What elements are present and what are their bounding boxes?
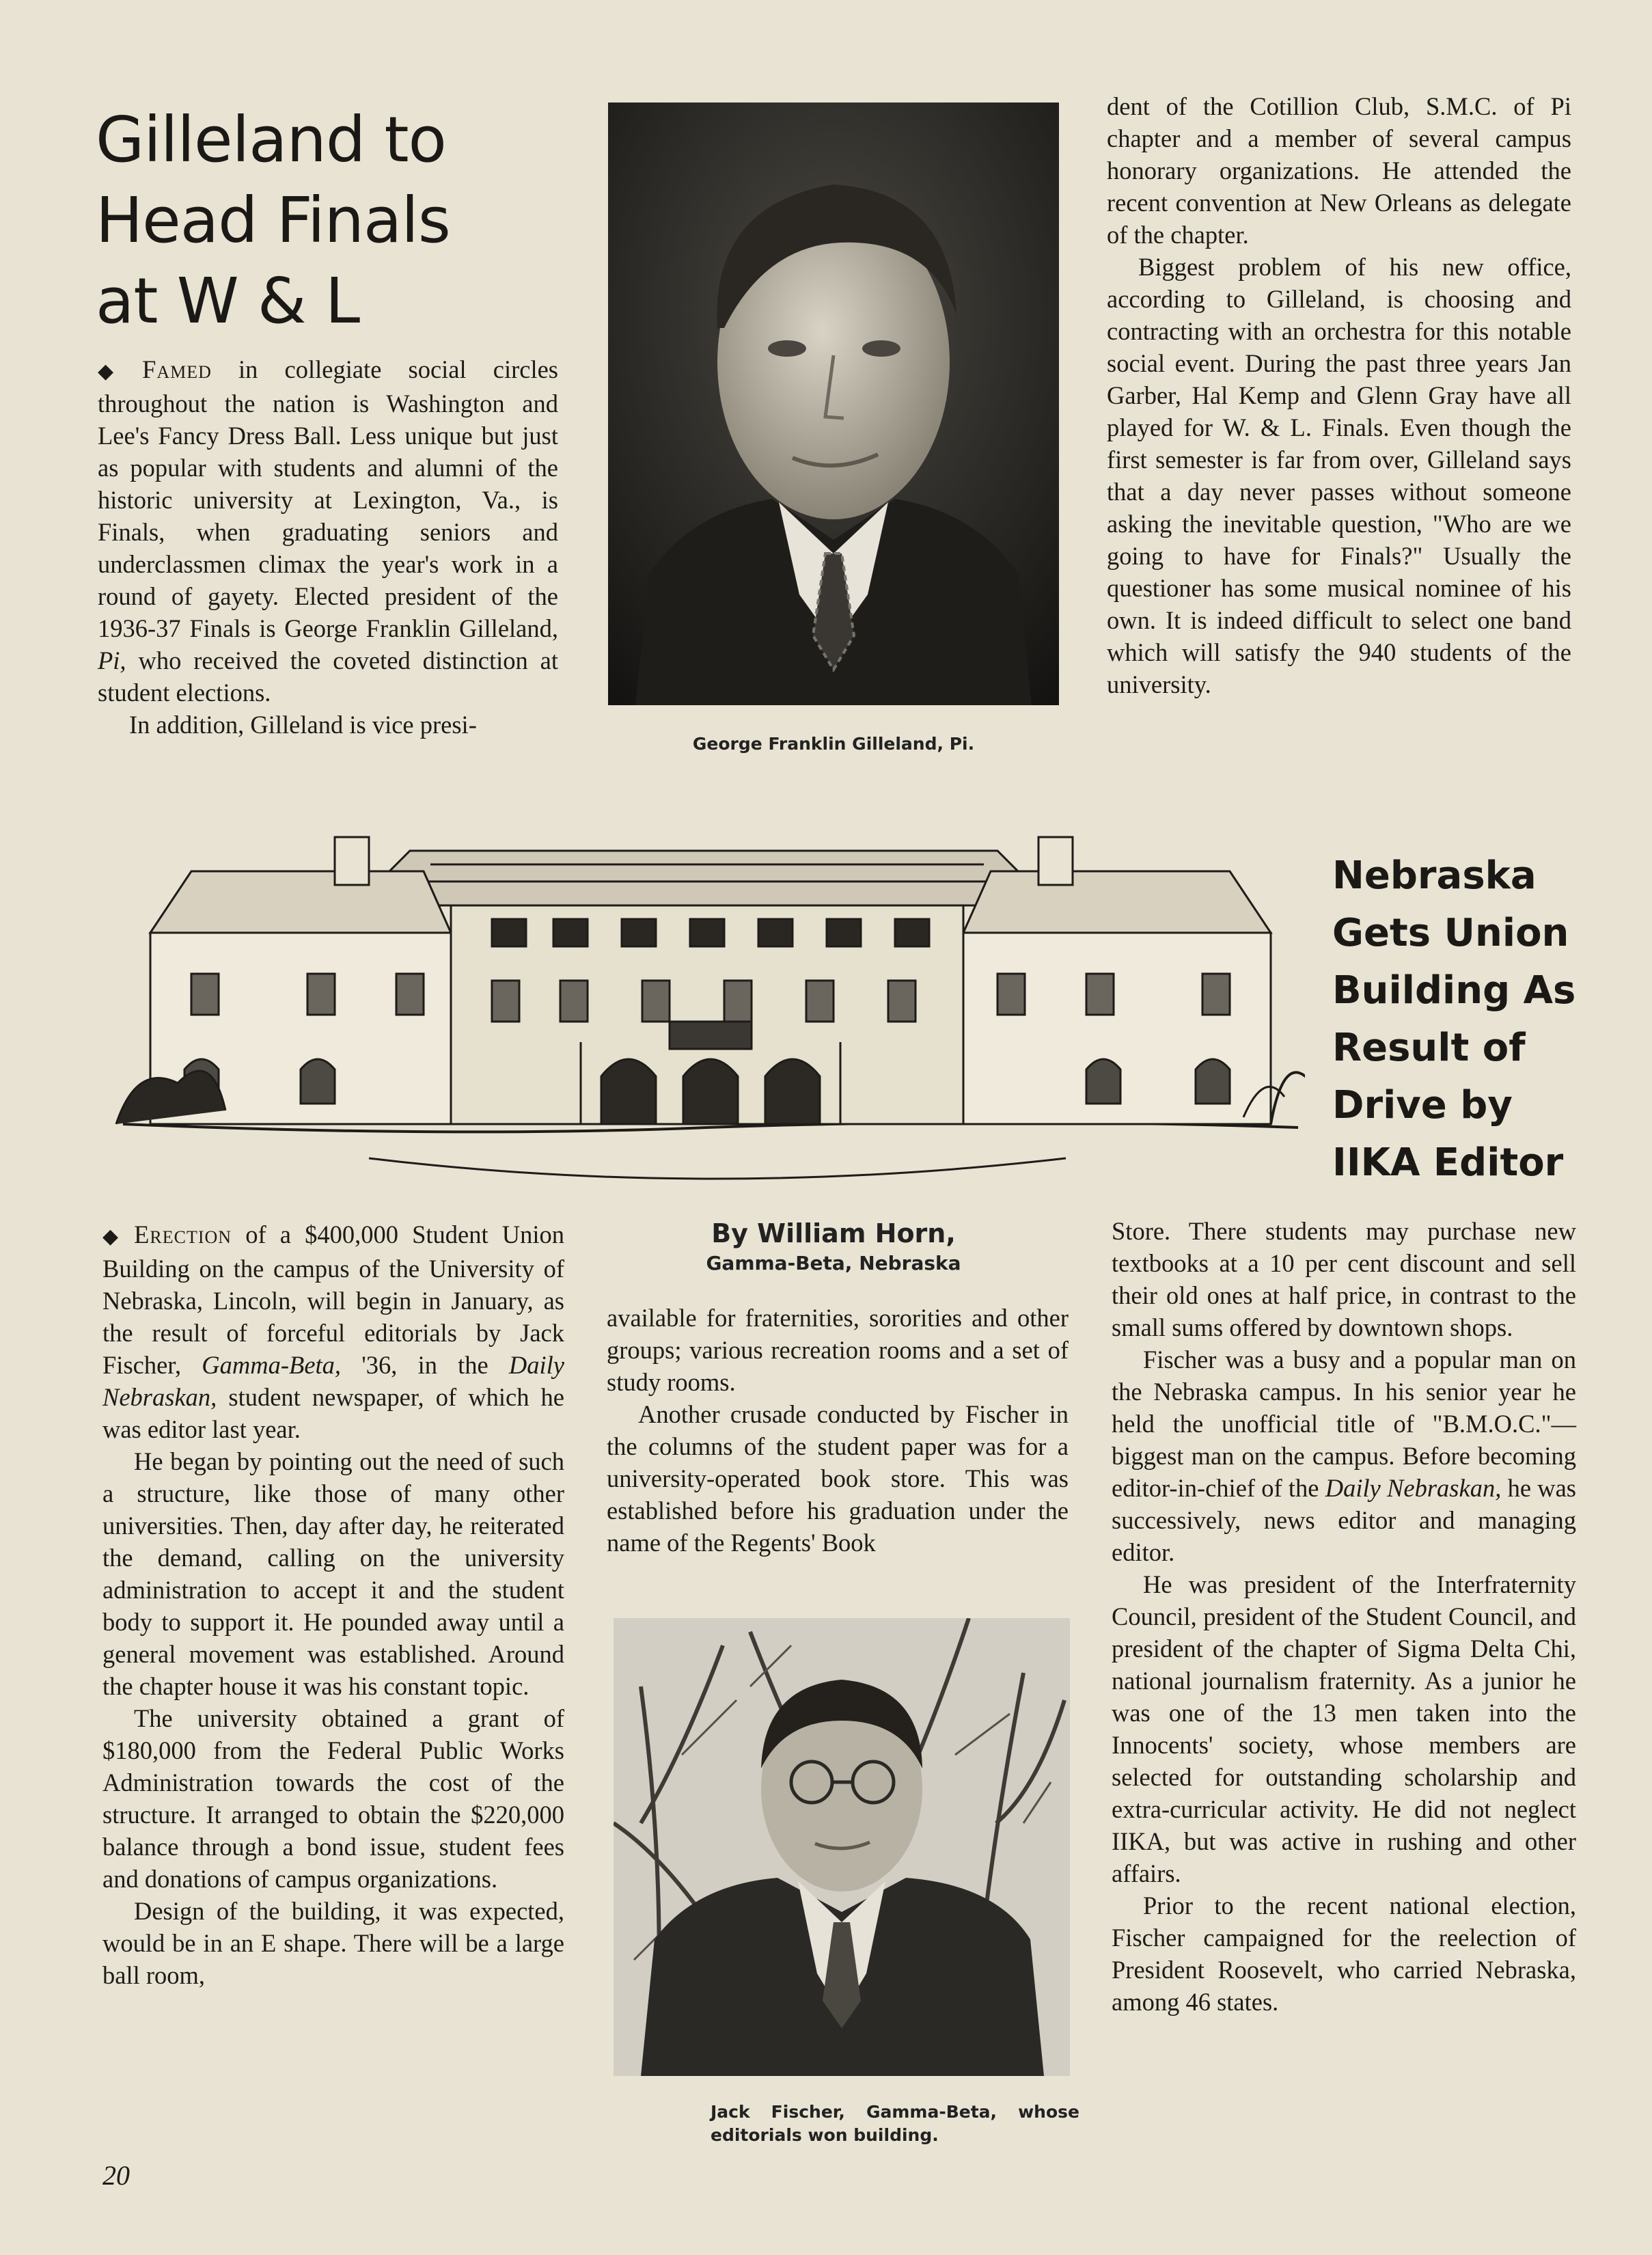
portrait-man-icon — [608, 102, 1059, 705]
nebraska-column-2 — [607, 1302, 1069, 1559]
article-paragraph: Store. There students may purchase new textbooks at a 10 per cent discount and sell their old ones at half price, in contrast to the small sums offered by downtown shops. — [1112, 1217, 1576, 1341]
page-number: 20 — [102, 2160, 130, 2191]
nebraska-column-1 — [102, 1218, 564, 1991]
headline-line: Drive by — [1332, 1083, 1513, 1128]
byline-name: By William Horn, — [711, 1218, 956, 1248]
nebraska-column-3 — [1112, 1215, 1576, 2018]
portrait-man-trees-icon — [614, 1618, 1070, 2076]
nebraska-headline — [1332, 847, 1647, 1192]
diamond-bullet-icon: ◆ — [102, 1225, 126, 1248]
building-drawing-icon — [109, 817, 1305, 1220]
headline-line: Head Finals — [96, 184, 450, 257]
headline-line: Gilleland to — [96, 103, 446, 176]
article-paragraph: Prior to the recent national election, Fischer campaigned for the reelection of President Roosevelt, who carried Nebraska, among 46 states. — [1112, 1891, 1576, 2016]
article-paragraph: ◆ Famed in collegiate social circles throughout the nation is Washington and Lee's Fancy Dress Ball. Less unique but just as popular with students and alumni of the historic university at Lexington, Va., is Finals, when graduating seniors and underclassmen climax the year's work in a round of gayety. Elected president of the 1936-37 Finals is George Franklin Gilleland, Pi, who received the coveted distinction at student elections. — [98, 355, 558, 707]
article-paragraph: Biggest problem of his new office, according to Gilleland, is choosing and contracting with an orchestra for this notable social event. During the past three years Jan Garber, Hal Kemp and Glenn Gray have all played for W. & L. Finals. Even though the first semester is far from over, Gilleland says that a day never passes without someone asking the inevitable question, "Who are we going to have for Finals?" Usually the questioner has some musical nominee of his own. It is indeed difficult to select one band which will satisfy the 940 students of the university. — [1107, 253, 1571, 698]
diamond-bullet-icon: ◆ — [98, 360, 135, 383]
headline-line: Nebraska — [1332, 853, 1537, 898]
article-paragraph: In addition, Gilleland is vice presi- — [129, 711, 477, 739]
gilleland-column-3 — [1107, 90, 1571, 700]
gilleland-photo-caption: George Franklin Gilleland, Pi. — [692, 734, 975, 754]
headline-line: IIKA Editor — [1332, 1140, 1564, 1185]
article-paragraph: He began by pointing out the need of such a structure, like those of many other universities. Then, day after day, he reiterated the demand, calling on the university administration to accept it and the student body to support it. He pounded away until a general movement was established. Around the chapter house it was his constant topic. — [102, 1447, 564, 1700]
headline-line: Gets Union — [1332, 911, 1569, 955]
headline-line: at W & L — [96, 264, 360, 338]
article-paragraph: Design of the building, it was expected, would be in an E shape. There will be a large ball room, — [102, 1897, 564, 1989]
article-paragraph: dent of the Cotillion Club, S.M.C. of Pi chapter and a member of several campus honorary organizations. He attended the recent convention at New Orleans as delegate of the chapter. — [1107, 92, 1571, 249]
byline-chapter: Gamma-Beta, Nebraska — [706, 1252, 961, 1274]
gilleland-portrait — [608, 102, 1059, 705]
article-paragraph: The university obtained a grant of $180,000 from the Federal Public Works Administration towards the cost of the structure. It arranged to obtain the $220,000 balance through a bond issue, student fees and donations of campus organizations. — [102, 1704, 564, 1893]
nebraska-byline — [601, 1216, 1066, 1276]
gilleland-column-1 — [98, 353, 558, 741]
student-union-building-illustration — [109, 817, 1305, 1220]
article-paragraph: Another crusade conducted by Fischer in the columns of the student paper was for a university-operated book store. This was established before his graduation under the name of the Regents' Book — [607, 1400, 1069, 1557]
gilleland-headline — [96, 100, 519, 342]
headline-line: Result of — [1332, 1026, 1526, 1070]
article-paragraph: Fischer was a busy and a popular man on the Nebraska campus. In his senior year he held the unofficial title of "B.M.O.C."—biggest man on the campus. Before becoming editor-in-chief of the Daily Nebraskan, he was successively, news editor and managing editor. — [1112, 1345, 1577, 1566]
article-paragraph: available for fraternities, sororities and other groups; various recreation rooms and a set of study rooms. — [607, 1304, 1069, 1396]
fischer-photo-caption: Jack Fischer, Gamma-Beta, whose editorials won building. — [711, 2102, 1079, 2145]
fischer-portrait — [614, 1618, 1070, 2076]
article-paragraph: He was president of the Interfraternity Council, president of the Student Council, and president of the chapter of Sigma Delta Chi, national journalism fraternity. As a junior he was one of the 13 men taken into the Innocents' society, whose members are selected for outstanding scholarship and extra-curricular activity. He did not neglect IIKA, but was active in rushing and other affairs. — [1112, 1570, 1576, 1887]
headline-line: Building As — [1332, 968, 1576, 1013]
article-paragraph: ◆ Erection of a $400,000 Student Union Building on the campus of the University of Nebraska, Lincoln, will begin in January, as the result of forceful editorials by Jack Fischer, Gamma-Beta, '36, in the Daily Nebraskan, student newspaper, of which he was editor last year. — [102, 1220, 565, 1443]
